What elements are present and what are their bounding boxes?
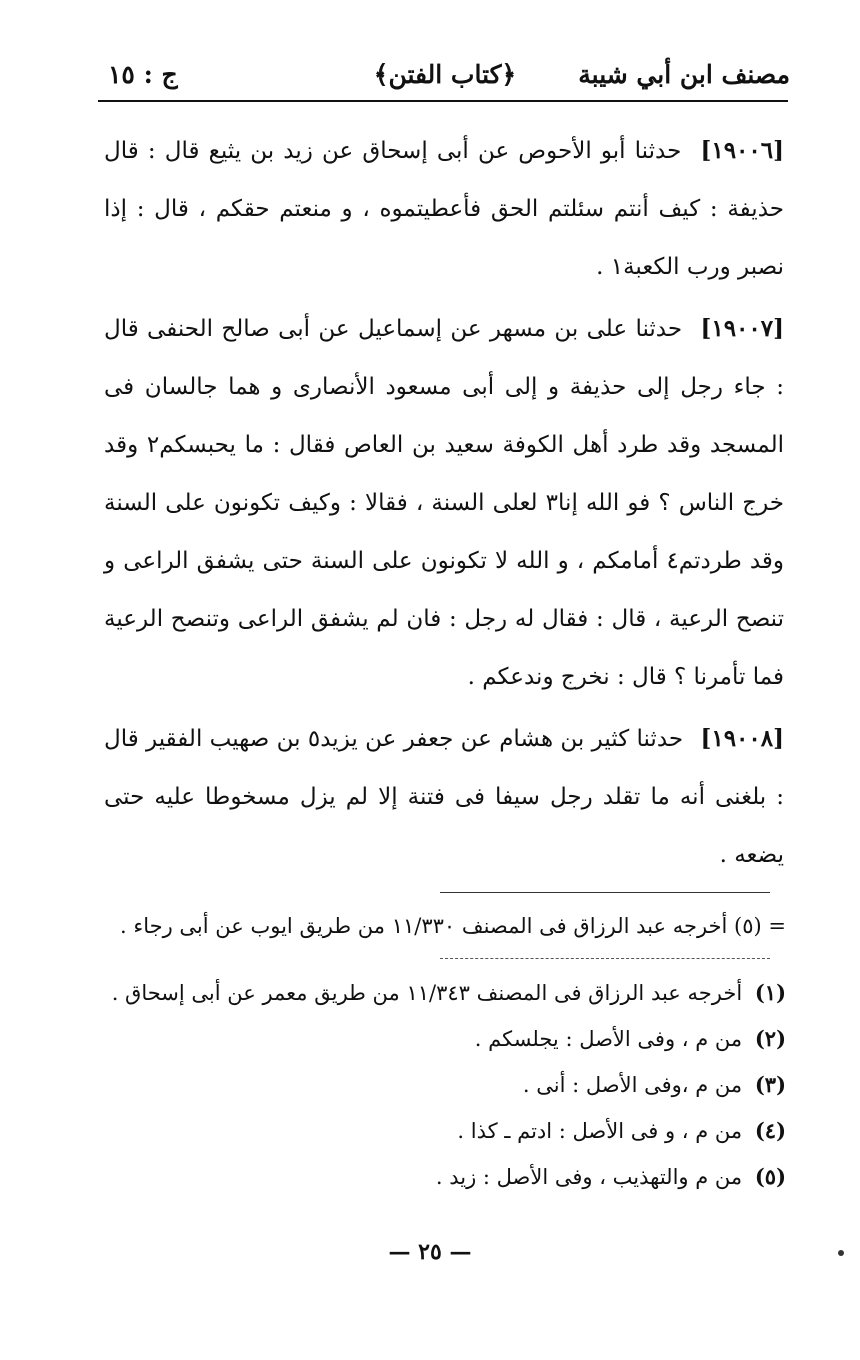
header-rule (98, 100, 788, 102)
volume-number: ج : ١٥ (108, 60, 178, 89)
hadith-paragraph (104, 300, 784, 706)
hadith-paragraph (104, 710, 784, 884)
page-number: — ٢٥ — (388, 1239, 472, 1265)
hadith-number: [١٩٠٠٨] (700, 725, 785, 752)
chapter-title: ﴿كتاب الفتن﴾ (373, 60, 517, 89)
hadith-paragraph (104, 122, 784, 296)
footnotes (96, 970, 786, 1200)
hadith-text: حدثنا أبو الأحوص عن أبى إسحاق عن زيد بن يثيع قال : قال حذيفة : كيف أنتم سئلتم الحق فأعطيتموه ، و منعتم حقكم ، قال : إذا نصبر ورب الكعبة١ . (104, 138, 784, 280)
main-text (104, 122, 784, 888)
footnote-text: من م والتهذيب ، وفى الأصل : زيد . (435, 1165, 743, 1189)
footnote-text: من م ،وفى الأصل : أنى . (522, 1073, 743, 1097)
footnote-mark: (٥) (754, 1164, 786, 1189)
footnote-separator (440, 958, 770, 959)
footnote-text: من م ، وفى الأصل : يجلسكم . (474, 1027, 743, 1051)
footnote-mark: (٣) (754, 1072, 786, 1097)
footnote-mark: (١) (754, 980, 786, 1005)
footnote-rule (440, 892, 770, 893)
footnote (96, 970, 786, 1016)
hadith-number: [١٩٠٠٧] (700, 315, 785, 342)
hadith-text: حدثنا على بن مسهر عن إسماعيل عن أبى صالح الحنفى قال : جاء رجل إلى حذيفة و إلى أبى مسعود الأنصارى و هما جالسان فى المسجد وقد طرد أهل الكوفة سعيد بن العاص فقال : ما يحبسكم٢ وقد خرج الناس ؟ فو الله إنا٣ لعلى السنة ، فقالا : وكيف تكونون على السنة وقد طردتم٤ أمامكم ، و الله لا تكونون على السنة حتى يشفق الراعى و تنصح الرعية ، قال : فقال له رجل : فان لم يشفق الراعى وتنصح الرعية فما تأمرنا ؟ قال : نخرج وندعكم . (104, 316, 785, 690)
footnote-mark: (٢) (754, 1026, 786, 1051)
footnote-mark: (٤) (754, 1118, 786, 1143)
scan-edge-mark (838, 1250, 844, 1256)
footnote (96, 1108, 786, 1154)
running-header (100, 55, 790, 95)
footnote-text: أخرجه عبد الرزاق فى المصنف ١١/٣٤٣ من طريق معمر عن أبى إسحاق . (111, 981, 743, 1005)
hadith-number: [١٩٠٠٦] (700, 137, 785, 164)
footnote-continuation: = (٥) أخرجه عبد الرزاق فى المصنف ١١/٣٣٠ من طريق ايوب عن أبى رجاء . (120, 914, 786, 938)
footnote-text: من م ، و فى الأصل : ادتم ـ كذا . (457, 1119, 743, 1143)
footnote (96, 1154, 786, 1200)
footnote (96, 1062, 786, 1108)
hadith-text: حدثنا كثير بن هشام عن جعفر عن يزيد٥ بن صهيب الفقير قال : بلغنى أنه ما تقلد رجل سيفا فى فتنة إلا لم يزل مسخوطا عليه حتى يضعه . (104, 726, 784, 868)
book-title: مصنف ابن أبي شيبة (578, 60, 790, 89)
footnote (96, 1016, 786, 1062)
